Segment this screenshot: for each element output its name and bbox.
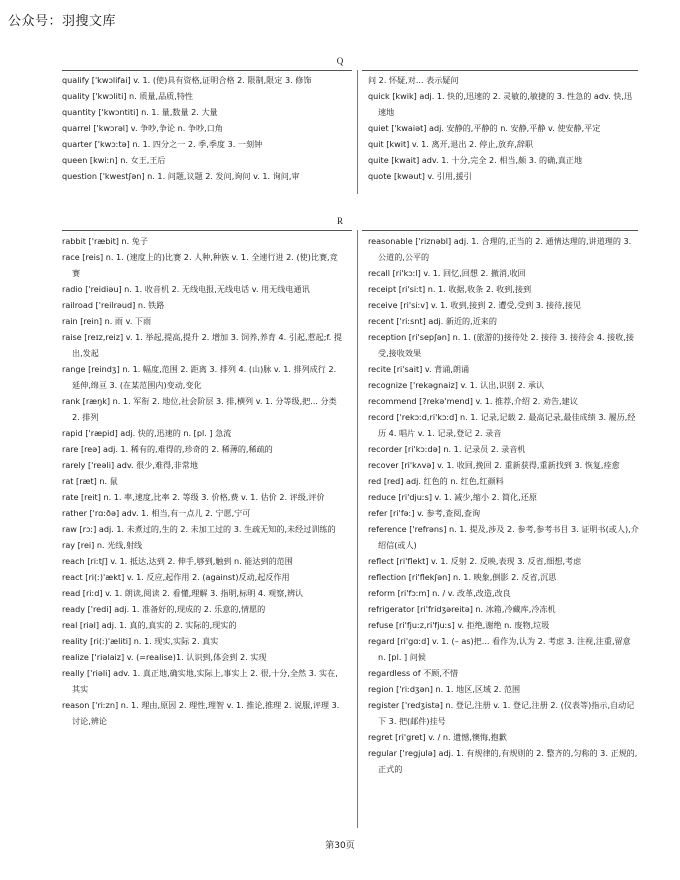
- dictionary-entry: refrigerator [ri'fridʒəreitə] n. 冰箱,冷藏库,冷冻机: [368, 604, 556, 614]
- dictionary-entry: reduce [ri'djuːs] v. 1. 减少,缩小 2. 简化,还原: [368, 492, 537, 502]
- dictionary-entry: recorder [ri'kɔːdə] n. 1. 记录员 2. 录音机: [368, 444, 526, 454]
- dictionary-entry: recommend [?rekə'mend] v. 1. 推荐,介绍 2. 劝告,建议: [368, 396, 578, 406]
- dictionary-entry: regardless of 不顾,不惜: [368, 668, 459, 678]
- dictionary-entry: rain [rein] n. 雨 v. 下雨: [62, 316, 152, 326]
- dictionary-entry: regret [ri'gret] v. / n. 遗憾,懊悔,抱歉: [368, 732, 507, 742]
- dictionary-entry: quarter ['kwɔːtə] n. 1. 四分之一 2. 季,季度 3. 一刻钟: [62, 139, 263, 149]
- r-right-column: [368, 233, 640, 777]
- dictionary-entry: recover [ri'kʌvə] v. 1. 收回,挽回 2. 重新获得,重新找到 3. 恢复,痊愈: [368, 460, 620, 470]
- dictionary-entry: quantity ['kwɔntiti] n. 1. 量,数量 2. 大量: [62, 107, 218, 117]
- dictionary-entry: real [riəl] adj. 1. 真的,真实的 2. 实际的,现实的: [62, 620, 237, 630]
- dictionary-entry: qualify ['kwɔlifai] v. 1. (使)具有资格,证明合格 2. 限制,限定 3. 修饰: [62, 75, 312, 85]
- section-letter-r: R: [336, 216, 343, 226]
- dictionary-entry: reasonable ['riznəbl] adj. 1. 合理的,正当的 2. 通情达理的,讲道理的 3. 公道的,公平的: [368, 236, 632, 262]
- column-separator-r: [357, 230, 358, 828]
- dictionary-entry: question ['kwestʃən] n. 1. 问题,议题 2. 发问,询问 v. 1. 询问,审: [62, 171, 300, 181]
- dictionary-entry: recent ['riːsnt] adj. 新近的,近来的: [368, 316, 497, 326]
- dictionary-entry: quality ['kwɔliti] n. 质量,品质,特性: [62, 91, 194, 101]
- divider-q-left: [62, 70, 352, 71]
- dictionary-entry: reflect [ri'flekt] v. 1. 反射 2. 反映,表现 3. 反省,细想,考虑: [368, 556, 582, 566]
- dictionary-entry: rank [ræŋk] n. 1. 军衔 2. 地位,社会阶层 3. 排,横列 v. 1. 分等级,把... 分类 2. 排列: [62, 396, 337, 422]
- divider-q-right: [362, 70, 638, 71]
- dictionary-entry: reference ['refrəns] n. 1. 提及,涉及 2. 参考,参考书目 3. 证明书(或人),介绍信(或人): [368, 524, 639, 550]
- dictionary-entry: reception [ri'sepʃən] n. 1. (旅游的)接待处 2. 接待 3. 接待会 4. 接收,接受,接收效果: [368, 332, 635, 358]
- dictionary-entry: radio ['reidiəu] n. 1. 收音机 2. 无线电报,无线电话 v. 用无线电通讯: [62, 284, 310, 294]
- dictionary-entry: really ['riəli] adv. 1. 真正地,确实地,实际上,事实上 2. 很,十分,全然 3. 实在,其实: [62, 668, 338, 694]
- dictionary-entry: reason ['riːzn] n. 1. 理由,原因 2. 理性,理智 v. 1. 推论,推理 2. 说服,评理 3. 讨论,辨论: [62, 700, 340, 726]
- page-number: 第30页: [325, 841, 355, 851]
- dictionary-entry: rabbit ['ræbit] n. 兔子: [62, 236, 148, 246]
- dictionary-entry: quite [kwait] adv. 1. 十分,完全 2. 相当,颇 3. 的确,真正地: [368, 155, 583, 165]
- dictionary-entry: reach [riːtʃ] v. 1. 抵达,达到 2. 伸手,够到,触到 n. 能达到的范围: [62, 556, 293, 566]
- section-letter-q: Q: [336, 56, 344, 66]
- dictionary-entry: regard [ri'gɑːd] v. 1. (– as)把... 看作为,认为 2. 考虑 3. 注视,注重,留意 n. [pl. ] 问候: [368, 636, 631, 662]
- dictionary-entry: race [reis] n. 1. (速度上的)比赛 2. 人种,种族 v. 1. 全速行进 2. (使)比赛,竞赛: [62, 252, 338, 278]
- dictionary-entry: rare [reə] adj. 1. 稀有的,难得的,珍奇的 2. 稀薄的,稀疏的: [62, 444, 273, 454]
- dictionary-entry: quote [kwəut] v. 引用,援引: [368, 171, 472, 181]
- dictionary-entry: quit [kwit] v. 1. 离开,退出 2. 停止,放弃,辞职: [368, 139, 534, 149]
- watermark: 公众号：羽搜文库: [8, 14, 117, 29]
- dictionary-entry: recognize ['rekəgnaiz] v. 1. 认出,识别 2. 承认: [368, 380, 545, 390]
- dictionary-entry: reform [ri'fɔːm] n. / v. 改革,改造,改良: [368, 588, 511, 598]
- dictionary-entry: queen [kwiːn] n. 女王,王后: [62, 155, 166, 165]
- dictionary-entry: 问 2. 怀疑,对... 表示疑问: [368, 75, 459, 85]
- dictionary-entry: railroad ['reilrəud] n. 铁路: [62, 300, 165, 310]
- dictionary-entry: quiet ['kwaiət] adj. 安静的,平静的 n. 安静,平静 v. 使安静,平定: [368, 123, 601, 133]
- dictionary-entry: receive [ri'siːv] v. 1. 收到,接到 2. 遭受,受到 3. 接待,接见: [368, 300, 582, 310]
- dictionary-entry: ready ['redi] adj. 1. 准备好的,现成的 2. 乐意的,情愿的: [62, 604, 266, 614]
- dictionary-entry: raise [reɪz,reiz] v. 1. 举起,提高,提升 2. 增加 3. 饲养,养育 4. 引起,惹起;f. 提出,发起: [62, 332, 343, 358]
- dictionary-entry: region ['riːdʒən] n. 1. 地区,区域 2. 范围: [368, 684, 521, 694]
- dictionary-entry: rate [reit] n. 1. 率,速度,比率 2. 等级 3. 价格,费 v. 1. 估价 2. 评级,评价: [62, 492, 325, 502]
- divider-r-left: [62, 230, 352, 231]
- dictionary-entry: realize ['riəlaiz] v. (=realise)1. 认识到,体会到 2. 实现: [62, 652, 267, 662]
- dictionary-entry: reflection [ri'flekʃən] n. 1. 映象,倒影 2. 反省,沉思: [368, 572, 557, 582]
- dictionary-entry: rarely ['reəli] adv. 很少,难得,非常地: [62, 460, 198, 470]
- dictionary-entry: recall [ri'kɔːl] v. 1. 回忆,回想 2. 撤消,收回: [368, 268, 526, 278]
- dictionary-entry: refer [ri'fəː] v. 参考,查阅,查询: [368, 508, 481, 518]
- column-separator-q: [357, 70, 358, 194]
- q-right-column: [368, 72, 640, 184]
- dictionary-entry: rapid ['ræpid] adj. 快的,迅速的 n. [pl. ] 急流: [62, 428, 232, 438]
- dictionary-entry: register ['redʒistə] n. 登记,注册 v. 1. 登记,注册 2. (仪表等)指示,自动记下 3. 把(邮件)挂号: [368, 700, 635, 726]
- dictionary-entry: ray [rei] n. 光线,射线: [62, 540, 143, 550]
- dictionary-entry: react [ri(ː)'ækt] v. 1. 反应,起作用 2. (against)反动,起反作用: [62, 572, 290, 582]
- dictionary-entry: raw [rɔː] adj. 1. 未煮过的,生的 2. 未加工过的 3. 生疏无知的,未经过训练的: [62, 524, 336, 534]
- dictionary-entry: regular ['regjulə] adj. 1. 有规律的,有规则的 2. 整齐的,匀称的 3. 正规的,正式的: [368, 748, 638, 774]
- dictionary-entry: rat [ræt] n. 鼠: [62, 476, 118, 486]
- dictionary-entry: quarrel ['kwɔrəl] v. 争吵,争论 n. 争吵,口角: [62, 123, 223, 133]
- dictionary-entry: read [riːd] v. 1. 朗读,阅读 2. 看懂,理解 3. 指明,标明 4. 观察,辨认: [62, 588, 304, 598]
- dictionary-entry: rather ['rɑːðə] adv. 1. 相当,有一点儿 2. 宁愿,宁可: [62, 508, 251, 518]
- dictionary-entry: receipt [ri'siːt] n. 1. 收据,收条 2. 收到,接到: [368, 284, 532, 294]
- r-left-column: [62, 233, 342, 729]
- dictionary-entry: reality [ri(ː)'æliti] n. 1. 现实,实际 2. 真实: [62, 636, 219, 646]
- q-left-column: [62, 72, 342, 184]
- dictionary-entry: recite [ri'sait] v. 背诵,朗诵: [368, 364, 470, 374]
- dictionary-entry: quick [kwik] adj. 1. 快的,迅速的 2. 灵敏的,敏捷的 3. 性急的 adv. 快,迅速地: [368, 91, 633, 117]
- dictionary-entry: refuse [ri'fjuːz,ri'fjuːs] v. 拒绝,谢绝 n. 废物,垃圾: [368, 620, 550, 630]
- dictionary-entry: red [red] adj. 红色的 n. 红色,红颜料: [368, 476, 504, 486]
- dictionary-entry: record ['rekɔːd,ri'kɔːd] n. 1. 记录,记载 2. 最高记录,最佳成绩 3. 履历,经历 4. 唱片 v. 1. 记录,登记 2. 录音: [368, 412, 636, 438]
- dictionary-entry: range [reindʒ] n. 1. 幅度,范围 2. 距离 3. 排列 4. (山)脉 v. 1. 排列成行 2. 延伸,绵亘 3. (在某范围内)变动,变化: [62, 364, 337, 390]
- divider-r-right: [362, 230, 638, 231]
